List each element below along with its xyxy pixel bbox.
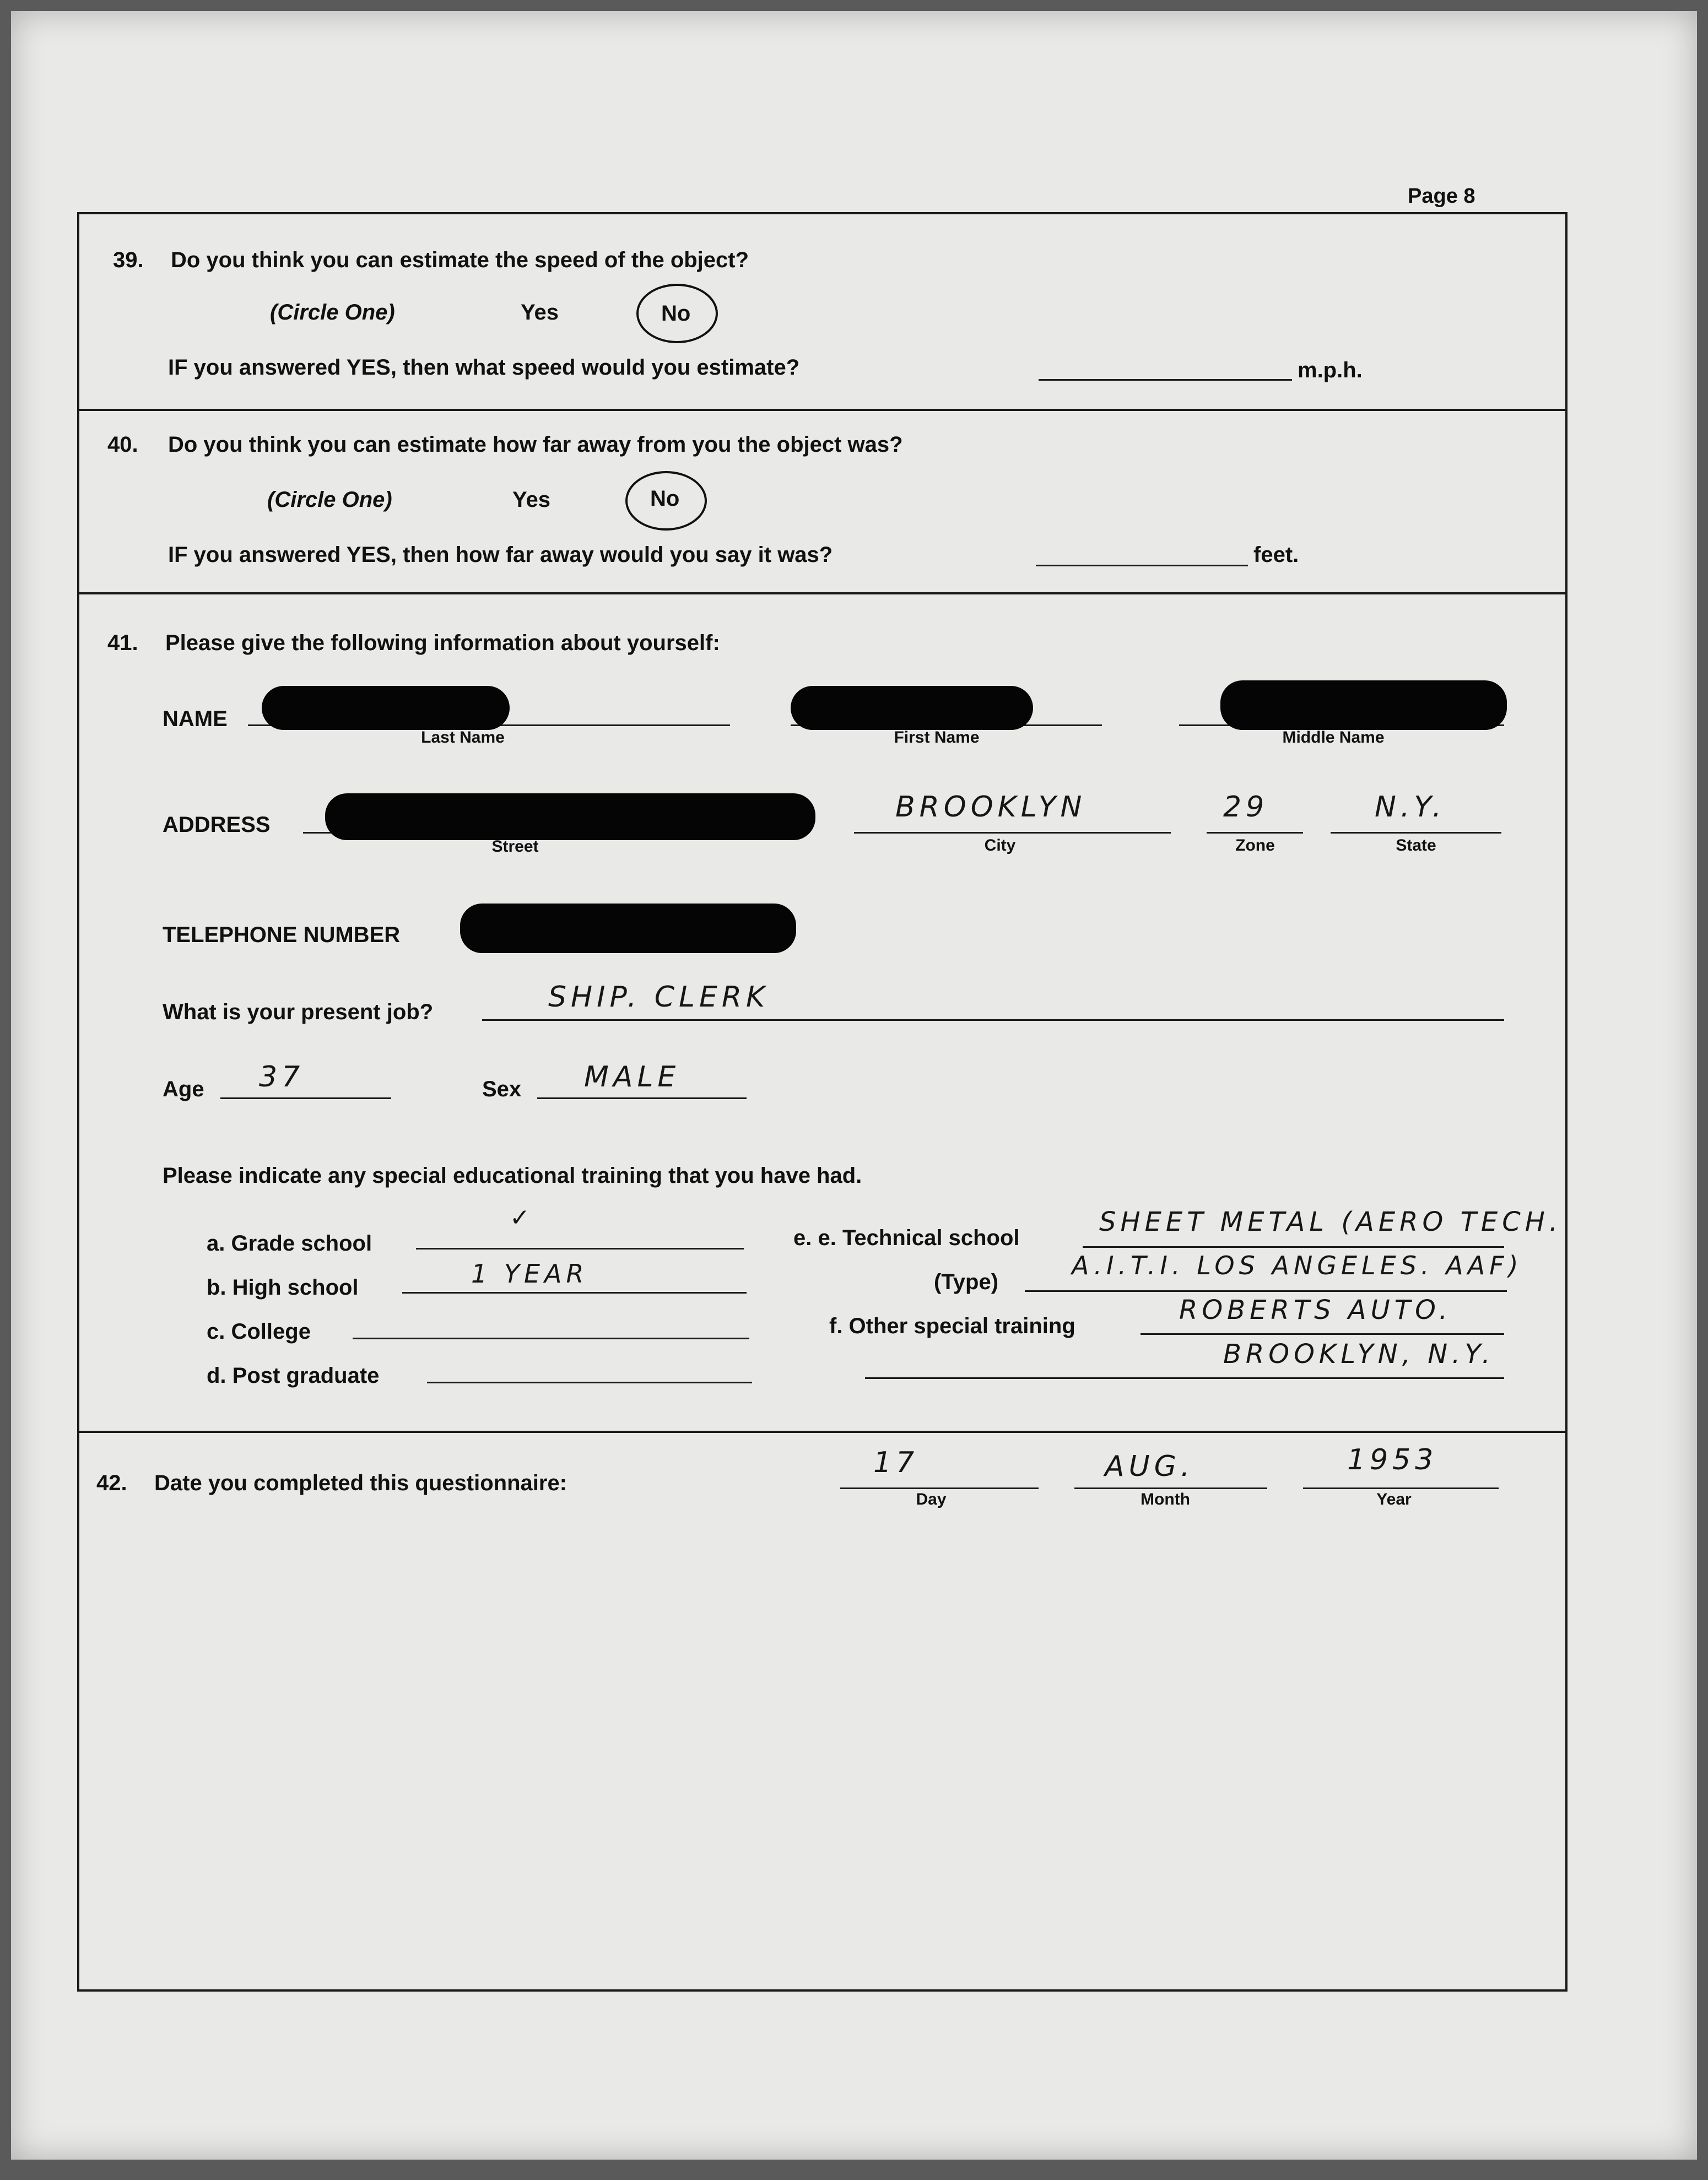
year-value[interactable]: 1953 (1347, 1443, 1438, 1476)
state-caption: State (1396, 836, 1436, 854)
q42-label: Date you completed this questionnaire: (154, 1471, 567, 1495)
sex-value[interactable]: MALE (584, 1061, 680, 1094)
q40-followup: IF you answered YES, then how far away would you say it was? (168, 543, 833, 567)
q39-yes-option[interactable]: Yes (521, 300, 559, 324)
q41-number: 41. (107, 631, 138, 655)
page-number: Page 8 (1408, 185, 1475, 208)
redaction-telephone (460, 904, 796, 953)
job-label: What is your present job? (163, 1000, 434, 1024)
address-label: ADDRESS (163, 813, 271, 837)
year-caption: Year (1376, 1490, 1412, 1508)
technical-school-value[interactable]: SHEET METAL (AERO TECH. (1099, 1207, 1563, 1237)
day-field[interactable] (840, 1487, 1039, 1489)
high-school-field[interactable] (402, 1292, 747, 1294)
type-label: (Type) (934, 1270, 999, 1294)
technical-school-label: e. e. Technical school (793, 1226, 1020, 1250)
sex-field[interactable] (537, 1097, 747, 1099)
age-value[interactable]: 37 (259, 1061, 305, 1094)
redaction-middle-name (1220, 680, 1507, 730)
city-field[interactable] (854, 832, 1171, 834)
first-name-caption: First Name (894, 728, 980, 746)
post-graduate-field[interactable] (427, 1382, 752, 1383)
q39-circle-instruction: (Circle One) (270, 300, 395, 324)
street-caption: Street (491, 837, 539, 856)
state-value[interactable]: N.Y. (1375, 791, 1446, 824)
age-label: Age (163, 1077, 204, 1101)
q40-circle-instruction: (Circle One) (267, 488, 392, 512)
middle-name-caption: Middle Name (1282, 728, 1385, 746)
grade-school-value[interactable]: ✓ (510, 1204, 534, 1232)
telephone-label: TELEPHONE NUMBER (163, 923, 401, 947)
type-value[interactable]: A.I.T.I. LOS ANGELES. AAF) (1072, 1251, 1523, 1280)
q39-selection-circle (636, 284, 718, 343)
q39-unit: m.p.h. (1298, 358, 1363, 382)
other-training-field-2[interactable] (865, 1377, 1504, 1379)
q39-no-option[interactable]: No (661, 301, 691, 326)
q40-distance-field[interactable] (1036, 565, 1248, 566)
grade-school-field[interactable] (416, 1248, 744, 1249)
grade-school-label: a. Grade school (207, 1231, 372, 1256)
q40-number: 40. (107, 432, 138, 457)
other-training-label: f. Other special training (829, 1314, 1075, 1338)
job-field[interactable] (482, 1019, 1504, 1021)
education-prompt: Please indicate any special educational training that you have had. (163, 1164, 862, 1188)
type-field[interactable] (1025, 1290, 1507, 1292)
state-field[interactable] (1331, 832, 1501, 834)
month-value[interactable]: AUG. (1105, 1450, 1194, 1483)
form-frame (77, 212, 1568, 1992)
college-label: c. College (207, 1319, 311, 1344)
high-school-label: b. High school (207, 1275, 359, 1300)
redaction-last-name (262, 686, 510, 730)
last-name-caption: Last Name (421, 728, 505, 746)
q39-question: Do you think you can estimate the speed of the object? (171, 248, 749, 272)
day-caption: Day (916, 1490, 947, 1508)
other-training-field-1[interactable] (1141, 1333, 1504, 1335)
city-caption: City (984, 836, 1016, 854)
post-graduate-label: d. Post graduate (207, 1364, 380, 1388)
q40-unit: feet. (1253, 543, 1299, 567)
technical-school-field[interactable] (1083, 1246, 1504, 1248)
zone-value[interactable]: 29 (1223, 791, 1269, 824)
month-caption: Month (1141, 1490, 1190, 1508)
name-label: NAME (163, 707, 228, 731)
sex-label: Sex (482, 1077, 522, 1101)
q42-number: 42. (96, 1471, 127, 1495)
job-value[interactable]: SHIP. CLERK (548, 981, 770, 1014)
age-field[interactable] (220, 1097, 391, 1099)
college-field[interactable] (353, 1338, 749, 1339)
year-field[interactable] (1303, 1487, 1499, 1489)
q40-selection-circle (625, 471, 707, 531)
q40-yes-option[interactable]: Yes (512, 488, 550, 512)
q39-followup: IF you answered YES, then what speed would you estimate? (168, 355, 800, 380)
q40-question: Do you think you can estimate how far away from you the object was? (168, 432, 903, 457)
q39-number: 39. (113, 248, 144, 272)
divider-40-41 (77, 592, 1568, 594)
divider-41-42 (77, 1431, 1568, 1433)
divider-39-40 (77, 409, 1568, 411)
redaction-street (325, 793, 815, 840)
zone-field[interactable] (1207, 832, 1303, 834)
q39-speed-field[interactable] (1039, 379, 1292, 381)
q40-no-option[interactable]: No (650, 486, 680, 511)
other-training-value-1[interactable]: ROBERTS AUTO. (1179, 1295, 1452, 1326)
high-school-value[interactable]: 1 YEAR (471, 1259, 588, 1289)
other-training-value-2[interactable]: BROOKLYN, N.Y. (1223, 1339, 1495, 1370)
redaction-first-name (791, 686, 1033, 730)
day-value[interactable]: 17 (873, 1446, 919, 1479)
q41-intro: Please give the following information about yourself: (165, 631, 720, 655)
month-field[interactable] (1074, 1487, 1267, 1489)
zone-caption: Zone (1235, 836, 1275, 854)
city-value[interactable]: BROOKLYN (895, 791, 1087, 824)
